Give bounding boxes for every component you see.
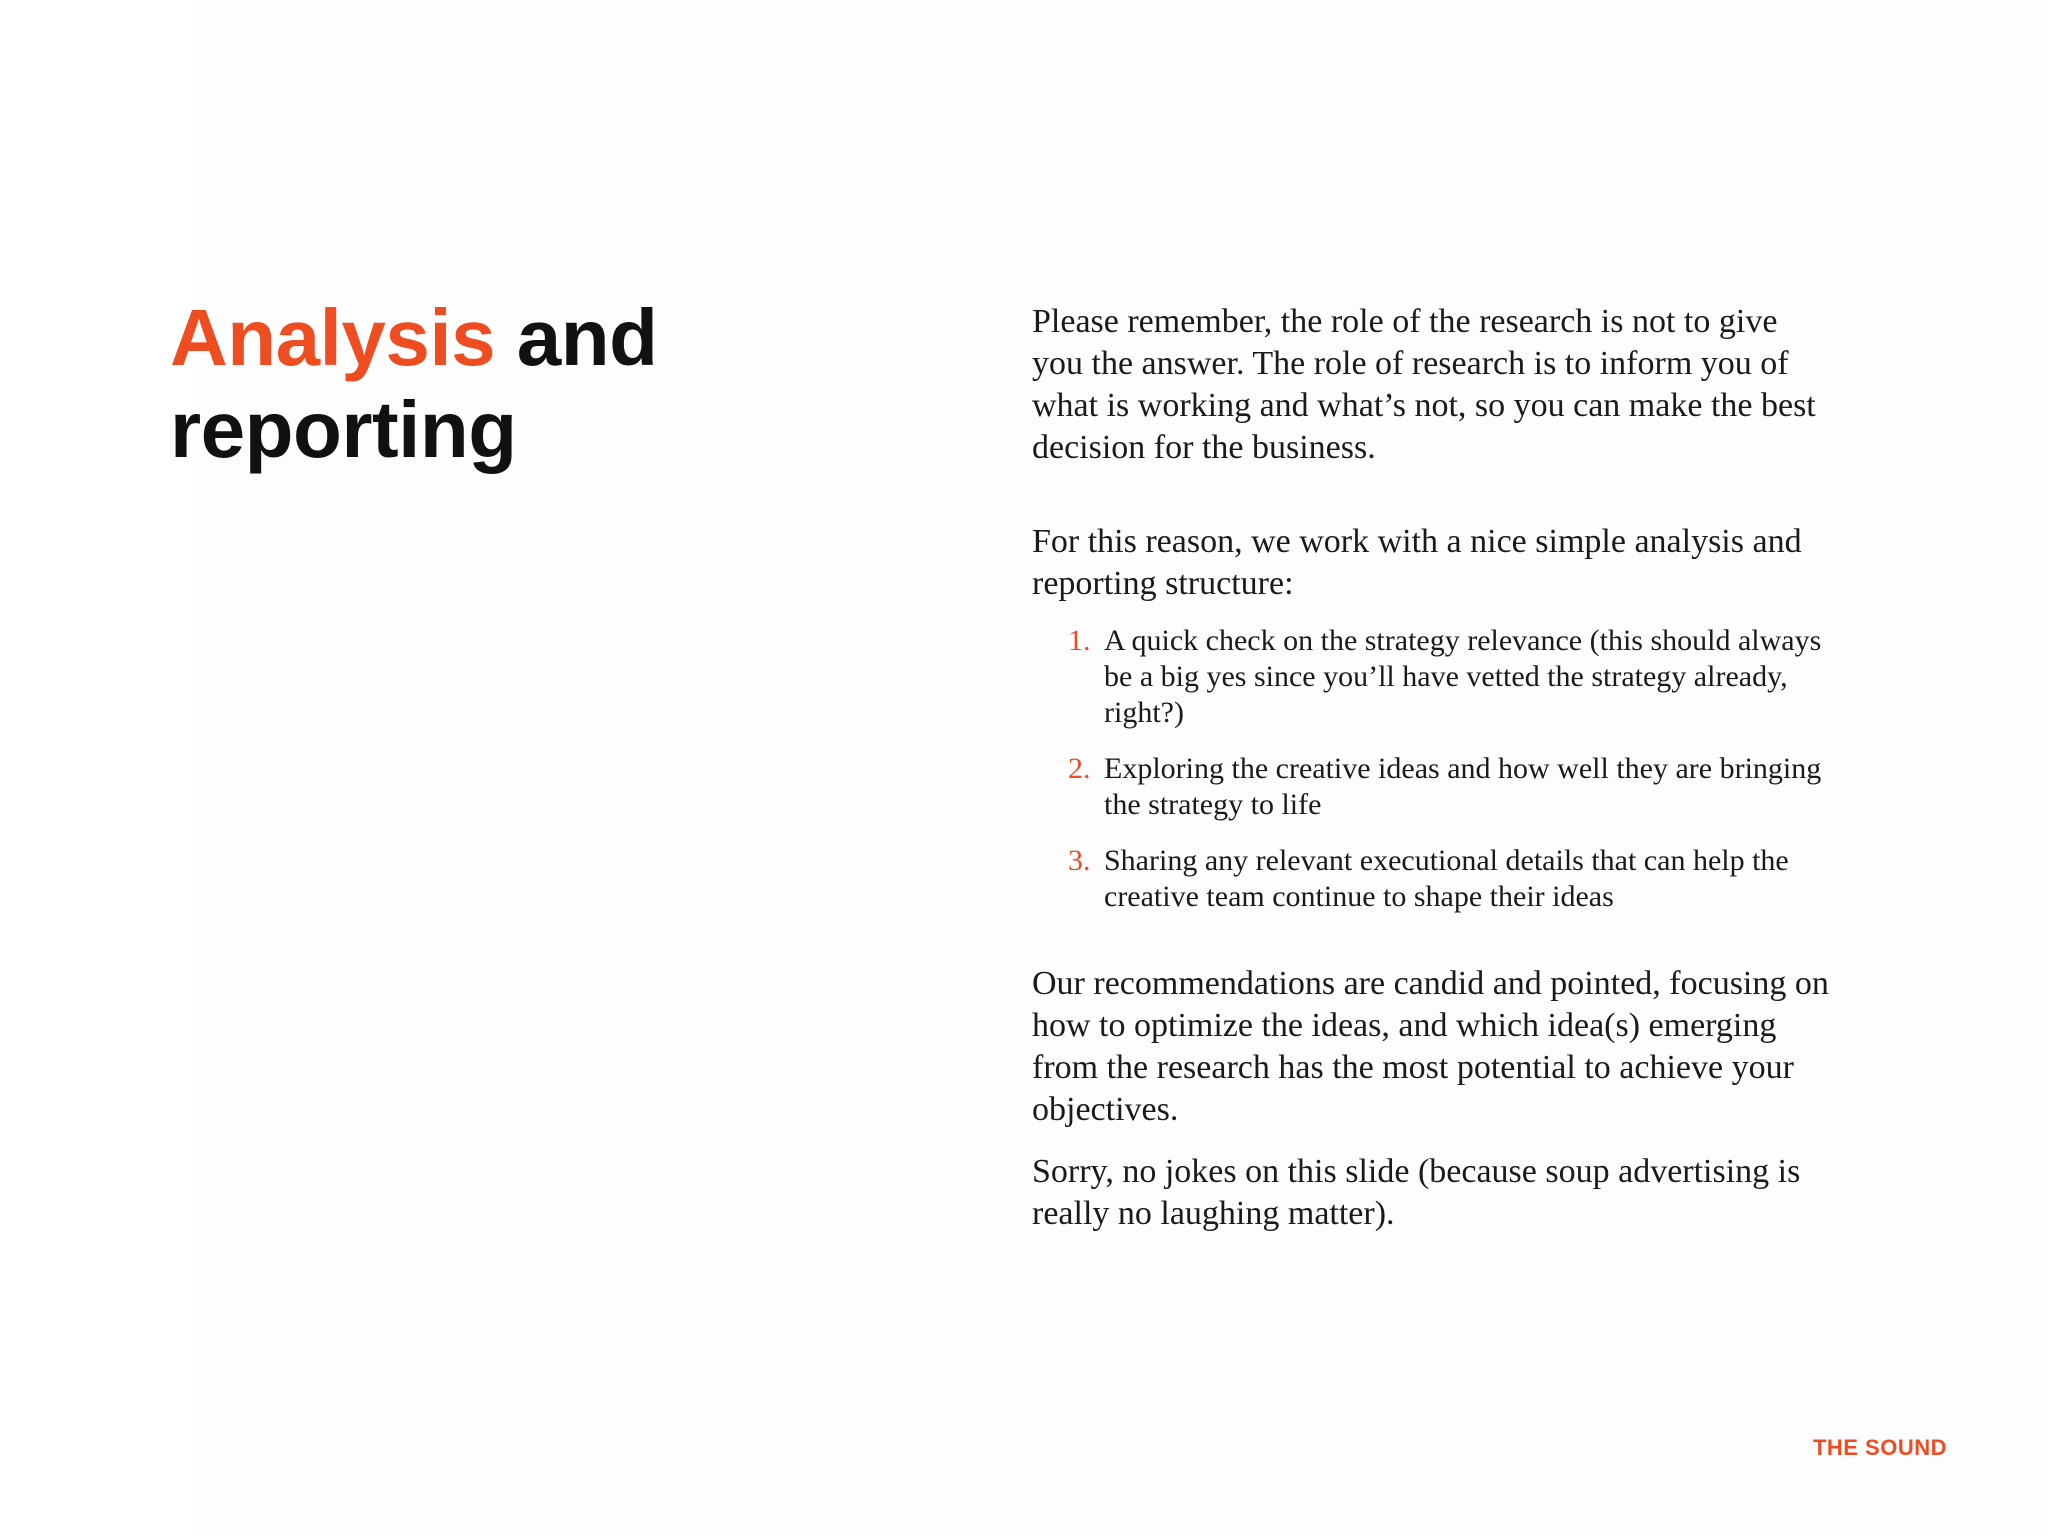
title-accent-word: Analysis [170, 293, 496, 382]
list-item [1032, 623, 1832, 731]
closing-paragraph: Sorry, no jokes on this slide (because soup advertising is really no laughing matter). [1032, 1153, 1801, 1232]
title-line-2: reporting [170, 385, 517, 474]
body-text [1032, 301, 1832, 1235]
brand-logo: THE SOUND [1812, 1435, 1947, 1460]
slide-title [170, 292, 658, 476]
list-item-text: Exploring the creative ideas and how well they are bringing the strategy to life [1104, 752, 1822, 821]
steps-list [1032, 623, 1832, 915]
list-item [1032, 843, 1832, 915]
list-item-text: Sharing any relevant executional details that can help the creative team continue to shape their ideas [1104, 844, 1789, 913]
list-item-number: 1. [1068, 624, 1091, 657]
list-item-number: 3. [1068, 844, 1091, 877]
list-item-text: A quick check on the strategy relevance (this should always be a big yes since you’ll have vetted the strategy already, right?) [1104, 624, 1822, 729]
title-rest: and [495, 293, 658, 382]
list-item-number: 2. [1068, 752, 1091, 785]
list-item [1032, 751, 1832, 823]
reason-paragraph: For this reason, we work with a nice simple analysis and reporting structure: [1032, 523, 1802, 602]
recommendations-paragraph: Our recommendations are candid and pointed, focusing on how to optimize the ideas, and which idea(s) emerging from the research has the most potential to achieve your objectives. [1032, 965, 1829, 1128]
intro-paragraph: Please remember, the role of the research is not to give you the answer. The role of research is to inform you of what is working and what’s not, so you can make the best decision for the business. [1032, 303, 1816, 466]
